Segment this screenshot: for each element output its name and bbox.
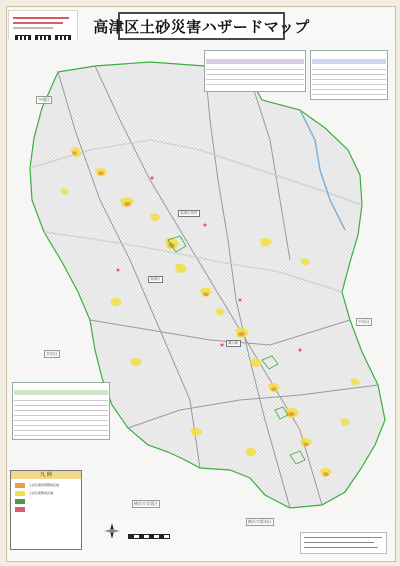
legend-swatch: [15, 483, 25, 488]
table-header: [206, 59, 304, 64]
map-label-ward: 高津区: [150, 277, 161, 281]
info-table-evacuation-sites: [12, 382, 110, 440]
scale-bar: [128, 534, 170, 539]
legend-swatch: [15, 507, 25, 512]
footer-line: [304, 542, 374, 543]
info-table-shelters: [310, 50, 388, 100]
table-header: [14, 390, 108, 395]
compass-icon: [104, 523, 120, 539]
table-row: [312, 90, 386, 95]
neighbor-ward-label: 中原区: [358, 319, 370, 324]
neighbor-ward-label: 横浜市都筑区: [248, 519, 272, 524]
table-row: [14, 431, 108, 436]
footer-line: [304, 537, 382, 538]
legend: [10, 470, 82, 550]
neighbor-ward-label: 横浜市青葉区: [134, 501, 158, 506]
table-row: [206, 80, 304, 85]
table-header: [312, 59, 386, 64]
legend-label: 土砂災害特別警戒区域: [29, 483, 60, 487]
neighbor-ward-label: 宮前区: [46, 351, 58, 356]
footer-credit-box: [300, 532, 387, 554]
page-title: 高津区土砂災害ハザードマップ: [93, 17, 310, 36]
legend-label: 土砂災害警戒区域: [29, 491, 54, 495]
legend-swatch: [15, 491, 25, 496]
info-table-sediment-facilities: [204, 50, 306, 92]
legend-swatch: [15, 499, 25, 504]
footer-line: [304, 547, 378, 548]
map-label-ward-office: 高津区役所: [180, 211, 198, 215]
map-label-station: 溝口駅: [228, 341, 239, 345]
neighbor-ward-label: 多摩区: [38, 97, 50, 102]
legend-title: 凡 例: [11, 471, 81, 479]
